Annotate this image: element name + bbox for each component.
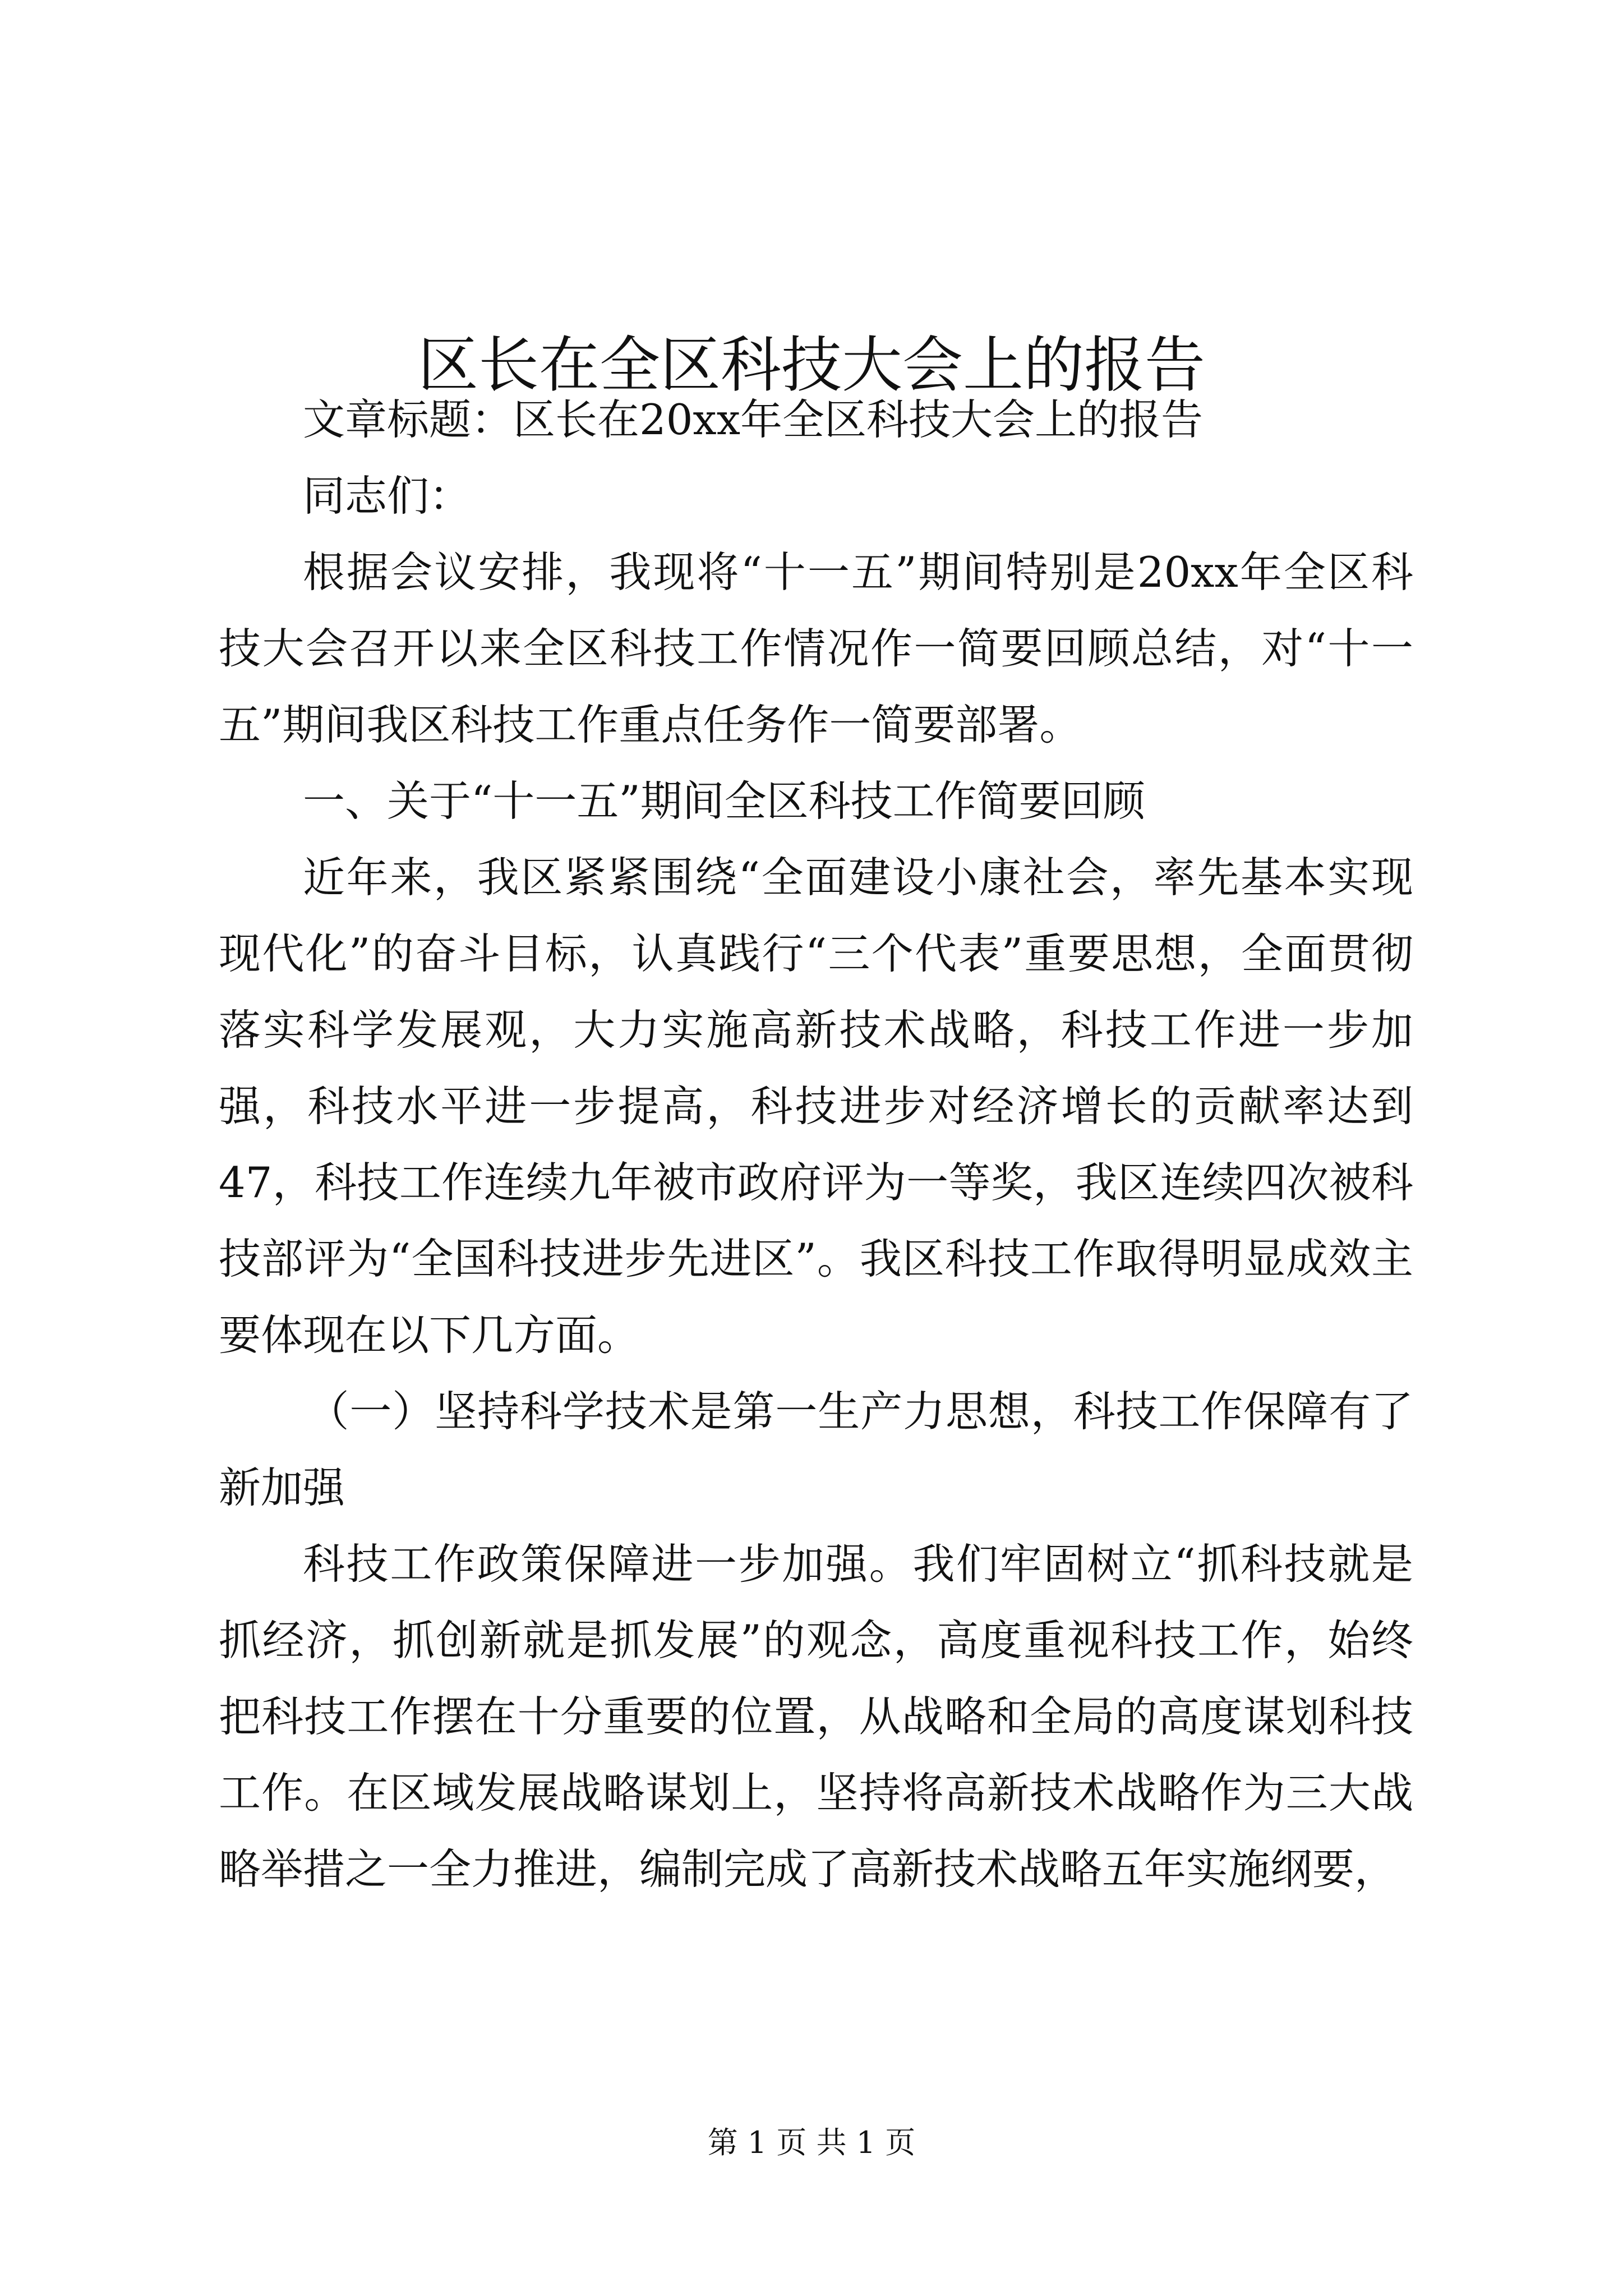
body-paragraph: 科技工作政策保障进一步加强。我们牢固树立“抓科技就是抓经济，抓创新就是抓发展”的观念，高度重视科技工作，始终把科技工作摆在十分重要的位置，从战略和全局的高度谋划科技工作。在区域发展战略谋划上，坚持将高新技术战略作为三大战略举措之一全力推进，编制完成了高新技术战略五年实施纲要， bbox=[219, 1539, 1413, 1894]
salutation: 同志们： bbox=[303, 471, 472, 521]
document-body bbox=[219, 381, 1413, 1907]
section-heading-1: 一、关于“十一五”期间全区科技工作简要回顾 bbox=[303, 776, 1145, 826]
article-title-line: 文章标题：区长在20xx年全区科技大会上的报告 bbox=[303, 395, 1204, 444]
document-title: 区长在全区科技大会上的报告 bbox=[417, 330, 1205, 401]
body-paragraph: 近年来，我区紧紧围绕“全面建设小康社会，率先基本实现现代化”的奋斗目标，认真践行“三个代表”重要思想，全面贯彻落实科学发展观，大力实施高新技术战略，科技工作进一步加强，科技水平进一步提高，科技进步对经济增长的贡献率达到47，科技工作连续九年被市政府评为一等奖，我区连续四次被科技部评为“全国科技进步先进区”。我区科技工作取得明显成效主要体现在以下几方面。 bbox=[219, 853, 1413, 1360]
page-number-footer: 第 1 页 共 1 页 bbox=[707, 2125, 916, 2160]
intro-paragraph: 根据会议安排，我现将“十一五”期间特别是20xx年全区科技大会召开以来全区科技工作情况作一简要回顾总结，对“十一五”期间我区科技工作重点任务作一简要部署。 bbox=[219, 547, 1413, 749]
subsection-heading-1: （一）坚持科学技术是第一生产力思想，科技工作保障有了新加强 bbox=[219, 1387, 1413, 1512]
